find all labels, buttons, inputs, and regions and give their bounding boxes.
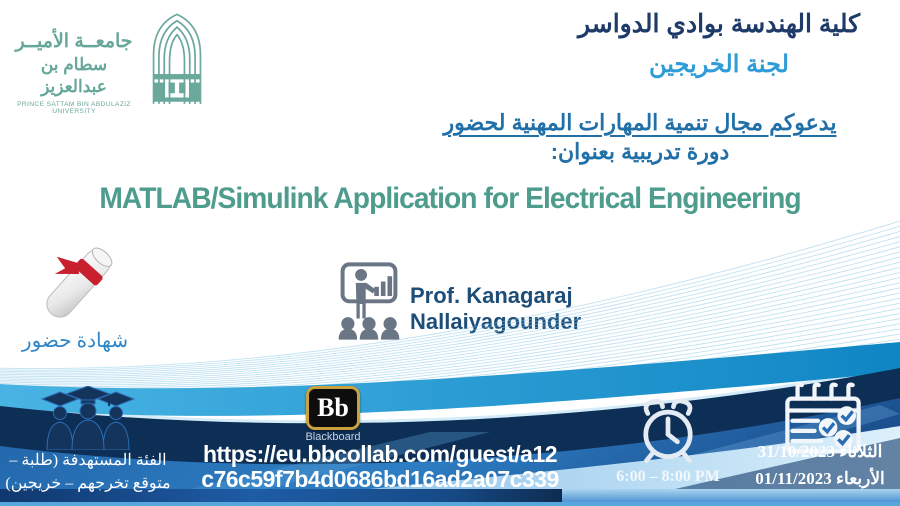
university-name-ar-2: سطام بن عبدالعزيز [40,55,108,96]
invitation-line-2: دورة تدريبية بعنوان: [550,139,730,164]
university-logo [8,6,228,115]
footer-strip [0,502,900,506]
session-time: 6:00 – 8:00 PM [616,468,720,485]
alarm-clock-icon [634,396,702,466]
target-audience-line-2: متوقع تخرجهم – خريجين) [5,475,171,492]
blackboard-label: Blackboard [305,431,361,443]
target-audience [2,449,174,495]
university-name-en: PRINCE SATTAM BIN ABDULAZIZ UNIVERSITY [17,101,131,115]
course-title: MATLAB/Simulink Application for Electrical Engineering [99,182,801,215]
university-name-ar-1: جامعــة الأميــر [15,31,133,52]
target-audience-line-1: الفئة المستهدفة (طلبة – [9,452,167,469]
invitation-line-1: يدعوكم مجال تنمية المهارات المهنية لحضور [443,110,837,135]
presenter-name: Prof. Kanagaraj Nallaiyagounder [410,283,582,334]
session-url [168,442,592,492]
blackboard-logo [304,386,362,443]
certificate-label: شهادة حضور [21,330,129,352]
graduates-icon [36,386,140,450]
blackboard-bb-icon: Bb [306,386,360,430]
invitation-text [385,108,895,166]
committee-title: لجنة الخريجين [649,51,789,78]
session-dates [742,438,898,492]
session-date-1: الثلاثاء 31/10/2023 [757,442,883,461]
session-url-line-1: https://eu.bbcollab.com/guest/a12 [202,441,558,467]
session-url-line-2: c76c59f7b4d0686bd16ad2a07c339 [201,466,559,492]
university-arch-icon [144,8,210,106]
session-date-2: الأربعاء 01/11/2023 [755,469,885,488]
college-title: كلية الهندسة بوادي الدواسر [577,10,861,38]
university-name [8,30,140,115]
